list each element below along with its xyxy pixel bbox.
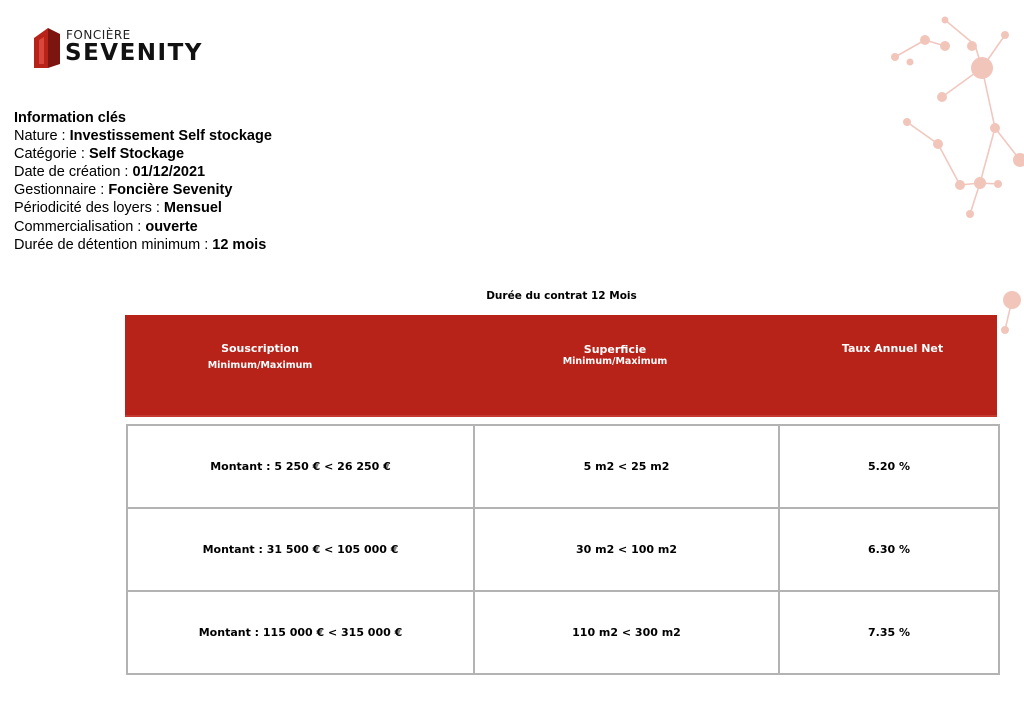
area-cell: 5 m2 < 25 m2 xyxy=(474,425,779,508)
info-row-rent-frequency: Périodicité des loyers : Mensuel xyxy=(14,200,222,217)
table-caption: Durée du contrat 12 Mois xyxy=(486,290,637,302)
info-row-marketing: Commercialisation : ouverte xyxy=(14,218,198,235)
info-row-manager: Gestionnaire : Foncière Sevenity xyxy=(14,182,233,199)
rate-cell: 5.20 % xyxy=(779,425,999,508)
key-information xyxy=(14,109,272,254)
molecule-decoration xyxy=(874,0,1024,340)
rate-cell: 6.30 % xyxy=(779,508,999,591)
company-logo xyxy=(34,27,204,69)
table-header xyxy=(125,315,997,417)
building-logo-icon xyxy=(34,28,60,68)
brand-name: SEVENITY xyxy=(65,40,203,66)
table-row xyxy=(127,591,999,674)
header-rate: Taux Annuel Net xyxy=(841,342,944,355)
subscription-cell: Montant : 31 500 € < 105 000 € xyxy=(127,508,474,591)
info-row-nature: Nature : Investissement Self stockage xyxy=(14,128,272,145)
info-row-category: Catégorie : Self Stockage xyxy=(14,146,185,163)
rates-table xyxy=(126,424,1000,675)
info-row-holding-period: Durée de détention minimum : 12 mois xyxy=(14,236,267,253)
subscription-cell: Montant : 5 250 € < 26 250 € xyxy=(127,425,474,508)
area-cell: 30 m2 < 100 m2 xyxy=(474,508,779,591)
brand-prefix: FONCIÈRE xyxy=(66,28,131,42)
table-row xyxy=(127,425,999,508)
header-subscription: Souscription Minimum/Maximum xyxy=(207,342,313,371)
rate-cell: 7.35 % xyxy=(779,591,999,674)
info-title: Information clés xyxy=(14,110,126,126)
info-row-creation-date: Date de création : 01/12/2021 xyxy=(14,164,206,181)
table-row xyxy=(127,508,999,591)
area-cell: 110 m2 < 300 m2 xyxy=(474,591,779,674)
subscription-cell: Montant : 115 000 € < 315 000 € xyxy=(127,591,474,674)
header-area: Superficie Minimum/Maximum xyxy=(562,343,668,367)
